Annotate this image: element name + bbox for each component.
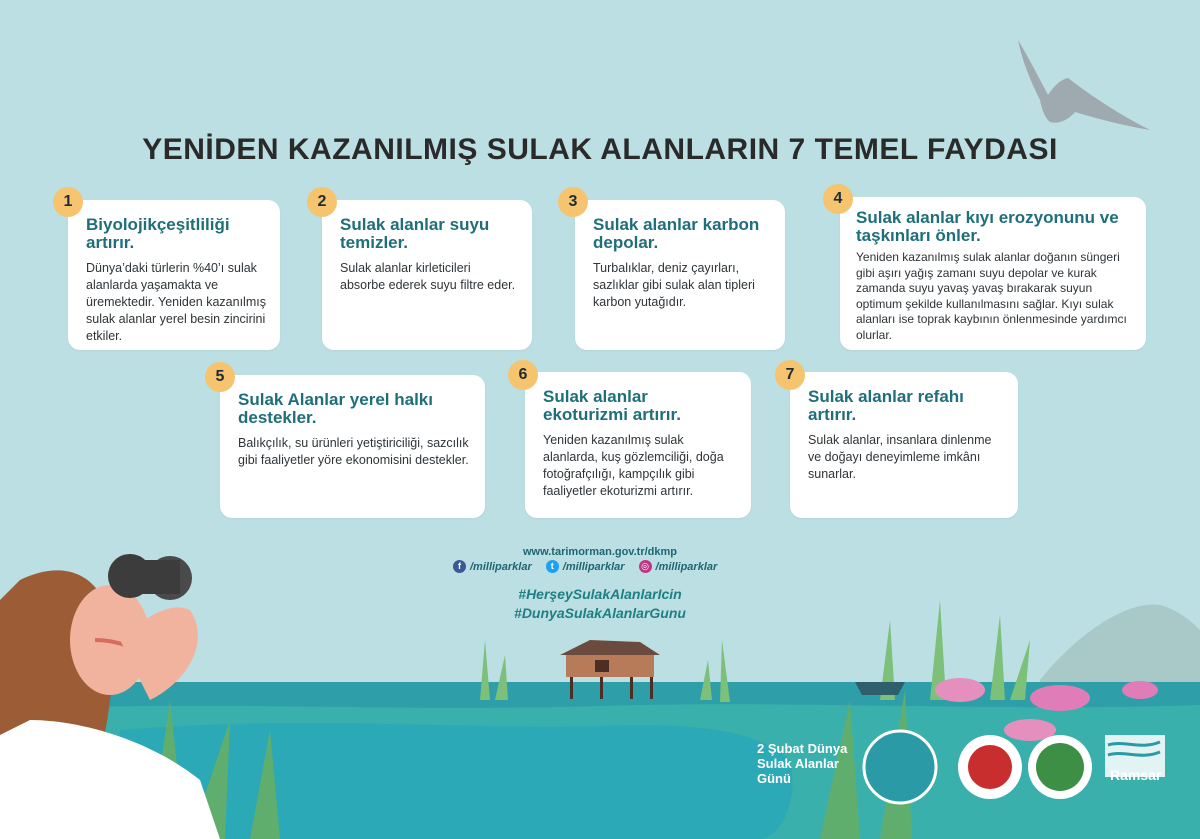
twitter-icon: t [546,560,559,573]
benefit-text: Sulak alanlar, insanlara dinlenme ve doğayı deneyimleme imkânı sunarlar. [808,433,992,481]
instagram-link[interactable] [639,560,718,573]
bird-icon [1018,40,1150,130]
benefit-title: Sulak alanlar refahı artırır. [808,387,964,424]
twitter-link[interactable] [546,560,625,573]
instagram-handle: /milliparklar [655,560,718,573]
benefit-text: Turbalıklar, deniz çayırları, sazlıklar gibi sulak alan tipleri karbon yutağıdır. [593,261,755,309]
benefit-number-badge: 3 [558,187,588,217]
facebook-link[interactable] [453,560,532,573]
benefit-title: Sulak alanlar ekoturizmi artırır. [543,387,681,424]
benefit-text: Dünya’daki türlerin %40’ı sulak alanlarda yaşamakta ve üremektedir. Yeniden kazanılmış sulak alanlar yerel besin zincirini etkiler. [86,261,266,343]
benefit-card-7 [790,372,1018,518]
benefit-card-2 [322,200,532,350]
page-title: YENİDEN KAZANILMIŞ SULAK ALANLARIN 7 TEMEL FAYDASI [142,133,1058,166]
twitter-handle: /milliparklar [562,560,625,573]
benefit-number-badge: 6 [508,360,538,390]
ramsar-label: Ramsar [1110,767,1162,783]
wetlands-day-logo [864,731,936,803]
benefit-text: Yeniden kazanılmış sulak alanlar doğanın süngeri gibi aşırı yağış zamanı suyu depolar ve kurak zamanda suyu yavaş yavaş bırakarak suyun optimum şekilde kullanılmasını sağlar. Kıyı sulak alanları ise toprak kaybının önlenmesinde yardımcı olurlar. [856,250,1127,342]
benefit-card-4 [840,197,1146,350]
social-links [453,560,717,573]
benefit-number-badge: 5 [205,362,235,392]
benefit-title: Sulak Alanlar yerel halkı destekler. [238,390,433,427]
benefit-title: Sulak alanlar karbon depolar. [593,215,760,252]
benefit-title: Biyolojikçeşitliliği artırır. [86,215,230,252]
hashtag-1[interactable]: #HerşeySulakAlanlarIcin [518,586,682,602]
benefit-card-6 [525,372,751,518]
benefit-title: Sulak alanlar suyu temizler. [340,215,490,252]
benefit-number-badge: 1 [53,187,83,217]
benefit-number-badge: 7 [775,360,805,390]
benefit-title: Sulak alanlar kıyı erozyonunu ve taşkınları önler. [856,208,1119,245]
facebook-handle: /milliparklar [470,560,532,573]
benefit-number-badge: 4 [823,184,853,214]
benefit-card-1 [68,200,280,350]
facebook-icon: f [453,560,466,573]
benefit-text: Yeniden kazanılmış sulak alanlarda, kuş gözlemciliği, doğa fotoğrafçılığı, kampçılık gibi faaliyetler ekoturizmi artırır. [543,433,724,498]
benefit-text: Sulak alanlar kirleticileri absorbe ederek suyu filtre eder. [340,261,516,292]
benefit-text: Balıkçılık, su ürünleri yetiştiriciliği, sazcılık gibi faaliyetler yöre ekonomisini destekler. [238,436,469,467]
event-label: 2 Şubat Dünya Sulak Alanlar Günü [757,741,848,786]
hashtag-2[interactable]: #DunyaSulakAlanlarGunu [514,605,686,621]
benefit-card-5 [220,375,485,518]
instagram-icon: ◎ [639,560,652,573]
website-link[interactable]: www.tarimorman.gov.tr/dkmp [522,546,678,558]
boat [855,682,905,695]
benefit-card-3 [575,200,785,350]
benefit-number-badge: 2 [307,187,337,217]
